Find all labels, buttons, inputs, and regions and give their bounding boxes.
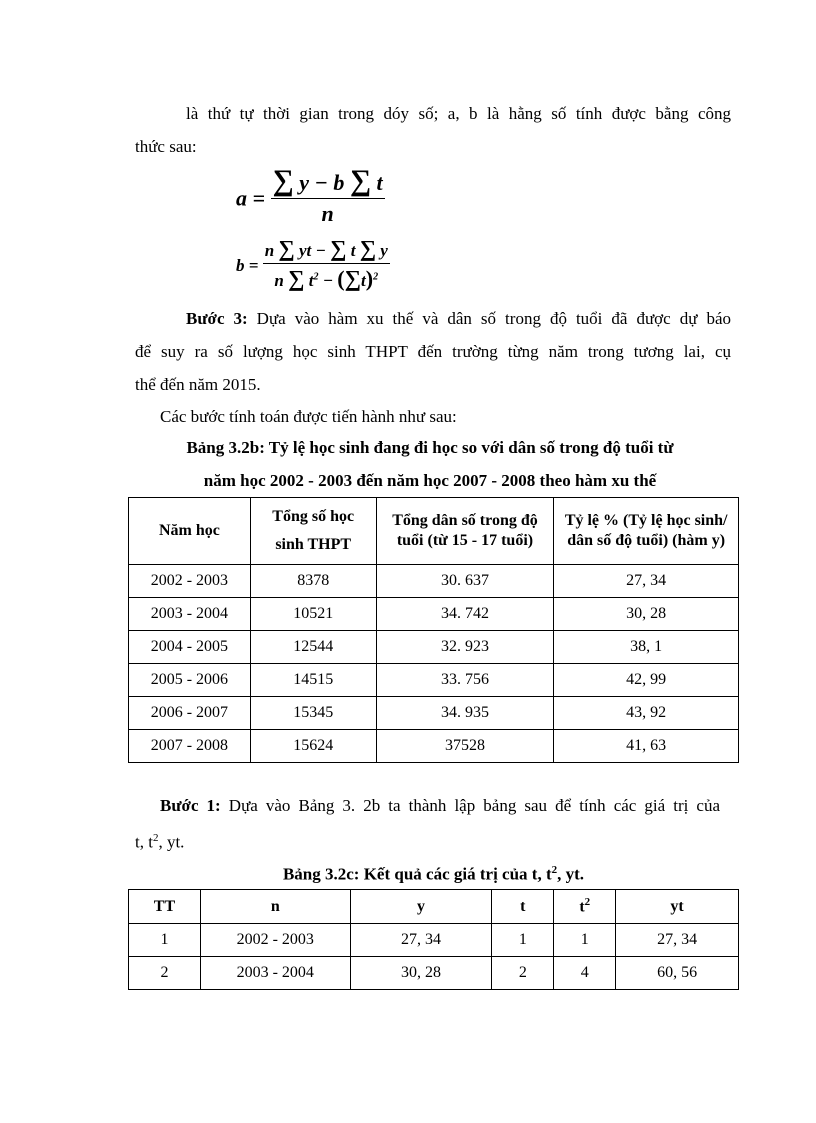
table-cell: 30, 28	[554, 598, 739, 631]
table-cell: 1	[129, 924, 201, 957]
table-cell: 32. 923	[376, 631, 554, 664]
table1-header-cell: Tổng số học sinh THPT	[250, 498, 376, 565]
step3-line-3: thể đến năm 2015.	[135, 375, 261, 394]
table-cell: 33. 756	[376, 664, 554, 697]
table-row	[129, 565, 739, 598]
sigma-symbol: ∑	[349, 165, 371, 197]
table-row	[129, 924, 739, 957]
table2-header-row	[129, 890, 739, 924]
table-cell: 2003 - 2004	[200, 957, 350, 990]
table2-caption-sup: 2	[551, 864, 558, 876]
table-cell: 15345	[250, 697, 376, 730]
step1-label: Bước 1:	[160, 796, 221, 815]
sigma-symbol: ∑	[278, 236, 295, 261]
table2-header-cell: y	[350, 890, 492, 924]
step3-line-2: để suy ra số lượng học sinh THPT đến trường từng năm trong tương lai, cụ	[135, 342, 731, 361]
formula-b-den-exp2: 2	[373, 271, 379, 283]
step3-label: Bước 3:	[186, 309, 248, 328]
table1-header-cell: Năm học	[129, 498, 251, 565]
table-row	[129, 664, 739, 697]
table-cell: 43, 92	[554, 697, 739, 730]
step3-text-1: Dựa vào hàm xu thế và dân số trong độ tuổi đã được dự báo	[247, 309, 731, 328]
formula-a-lhs: a =	[236, 185, 266, 211]
table2-header-cell	[554, 890, 616, 924]
formula-a-numerator	[271, 165, 385, 199]
table-cell: 2	[492, 957, 554, 990]
table-row	[129, 697, 739, 730]
formula-b-num-n: n	[264, 241, 275, 260]
formula-b-num-yt: yt −	[299, 241, 326, 260]
formula-b-den-exp: 2	[313, 271, 319, 283]
paren-open: (	[337, 266, 345, 291]
intro-line-1: là thứ tự thời gian trong dóy số; a, b là hằng số tính được bằng công	[186, 104, 731, 123]
table-cell: 2003 - 2004	[129, 598, 251, 631]
table-cell: 1	[554, 924, 616, 957]
table-3-2b	[128, 497, 739, 763]
table1-header-cell: Tỷ lệ % (Tỷ lệ học sinh/ dân số độ tuổi) (hàm y)	[554, 498, 739, 565]
table-cell: 8378	[250, 565, 376, 598]
table1-caption-line-1: Bảng 3.2b: Tỷ lệ học sinh đang đi học so với dân số trong độ tuổi từ	[186, 438, 674, 457]
table-cell: 27, 34	[616, 924, 739, 957]
table1-header-cell: Tổng dân số trong độ tuổi (từ 15 - 17 tuổi)	[376, 498, 554, 565]
formula-a	[236, 165, 385, 227]
formula-b-denominator	[274, 264, 378, 292]
table-cell: 27, 34	[350, 924, 492, 957]
table-cell: 15624	[250, 730, 376, 763]
step1-line-1	[160, 789, 720, 822]
table-cell: 30, 28	[350, 957, 492, 990]
sigma-symbol: ∑	[330, 236, 347, 261]
table1-caption-line-2: năm học 2002 - 2003 đến năm học 2007 - 2008 theo hàm xu thế	[203, 471, 657, 490]
table-cell: 14515	[250, 664, 376, 697]
table-cell: 2007 - 2008	[129, 730, 251, 763]
formula-a-denominator: n	[321, 201, 334, 226]
table1-header-row	[129, 498, 739, 565]
table-cell: 1	[492, 924, 554, 957]
table-cell: 30. 637	[376, 565, 554, 598]
step1-text-1: Dựa vào Bảng 3. 2b ta thành lập bảng sau để tính các giá trị của	[220, 796, 720, 815]
formula-b-den-n: n	[274, 271, 284, 290]
formula-b-den-t2: t	[361, 271, 366, 290]
table-cell: 60, 56	[616, 957, 739, 990]
table-cell: 2	[129, 957, 201, 990]
table2-header-cell: TT	[129, 890, 201, 924]
formula-a-fraction	[271, 165, 385, 227]
table-cell: 2002 - 2003	[129, 565, 251, 598]
steps-intro: Các bước tính toán được tiến hành như sau:	[160, 407, 457, 426]
step1-text-2a: t, t	[135, 832, 153, 852]
table-cell: 42, 99	[554, 664, 739, 697]
sigma-symbol: ∑	[288, 266, 305, 291]
table-row	[129, 957, 739, 990]
table2-header-sup: 2	[584, 896, 591, 909]
table2-header-t: t	[579, 898, 585, 916]
step3-line-1	[186, 302, 731, 335]
table-cell: 2002 - 2003	[200, 924, 350, 957]
sigma-symbol: ∑	[344, 266, 362, 291]
table-cell: 4	[554, 957, 616, 990]
intro-line-2: thức sau:	[135, 137, 197, 156]
table-row	[129, 598, 739, 631]
sigma-symbol: ∑	[272, 165, 294, 197]
formula-b	[236, 236, 390, 292]
table2-caption	[128, 854, 739, 891]
table-cell: 27, 34	[554, 565, 739, 598]
formula-a-num-t: t	[376, 170, 383, 195]
formula-b-lhs: b =	[236, 256, 259, 275]
table-cell: 34. 935	[376, 697, 554, 730]
table-cell: 37528	[376, 730, 554, 763]
table-cell: 2005 - 2006	[129, 664, 251, 697]
table-cell: 41, 63	[554, 730, 739, 763]
table2-header-cell: yt	[616, 890, 739, 924]
step1-text-2b: , yt.	[158, 832, 185, 852]
table-cell: 2004 - 2005	[129, 631, 251, 664]
step1-text-2-sup: 2	[152, 832, 159, 844]
formula-b-numerator	[263, 236, 390, 264]
table-3-2c	[128, 889, 739, 990]
formula-b-den-t: t	[308, 271, 314, 290]
table2-header-cell: t	[492, 890, 554, 924]
sigma-symbol: ∑	[359, 236, 377, 261]
table2-caption-text-end: , yt.	[557, 864, 585, 884]
table-cell: 12544	[250, 631, 376, 664]
paren-close: )	[365, 266, 374, 291]
formula-b-num-t: t	[350, 241, 356, 260]
formula-a-num-text: y − b	[299, 170, 345, 195]
table-row	[129, 730, 739, 763]
table2-header-cell: n	[200, 890, 350, 924]
formula-b-fraction	[263, 236, 390, 292]
table-row	[129, 631, 739, 664]
formula-b-num-y: y	[380, 241, 388, 260]
formula-b-den-minus: −	[322, 271, 334, 290]
table2-caption-text: Bảng 3.2c: Kết quả các giá trị của t, t	[282, 864, 552, 884]
table-cell: 34. 742	[376, 598, 554, 631]
table-cell: 10521	[250, 598, 376, 631]
table-cell: 2006 - 2007	[129, 697, 251, 730]
table-cell: 38, 1	[554, 631, 739, 664]
